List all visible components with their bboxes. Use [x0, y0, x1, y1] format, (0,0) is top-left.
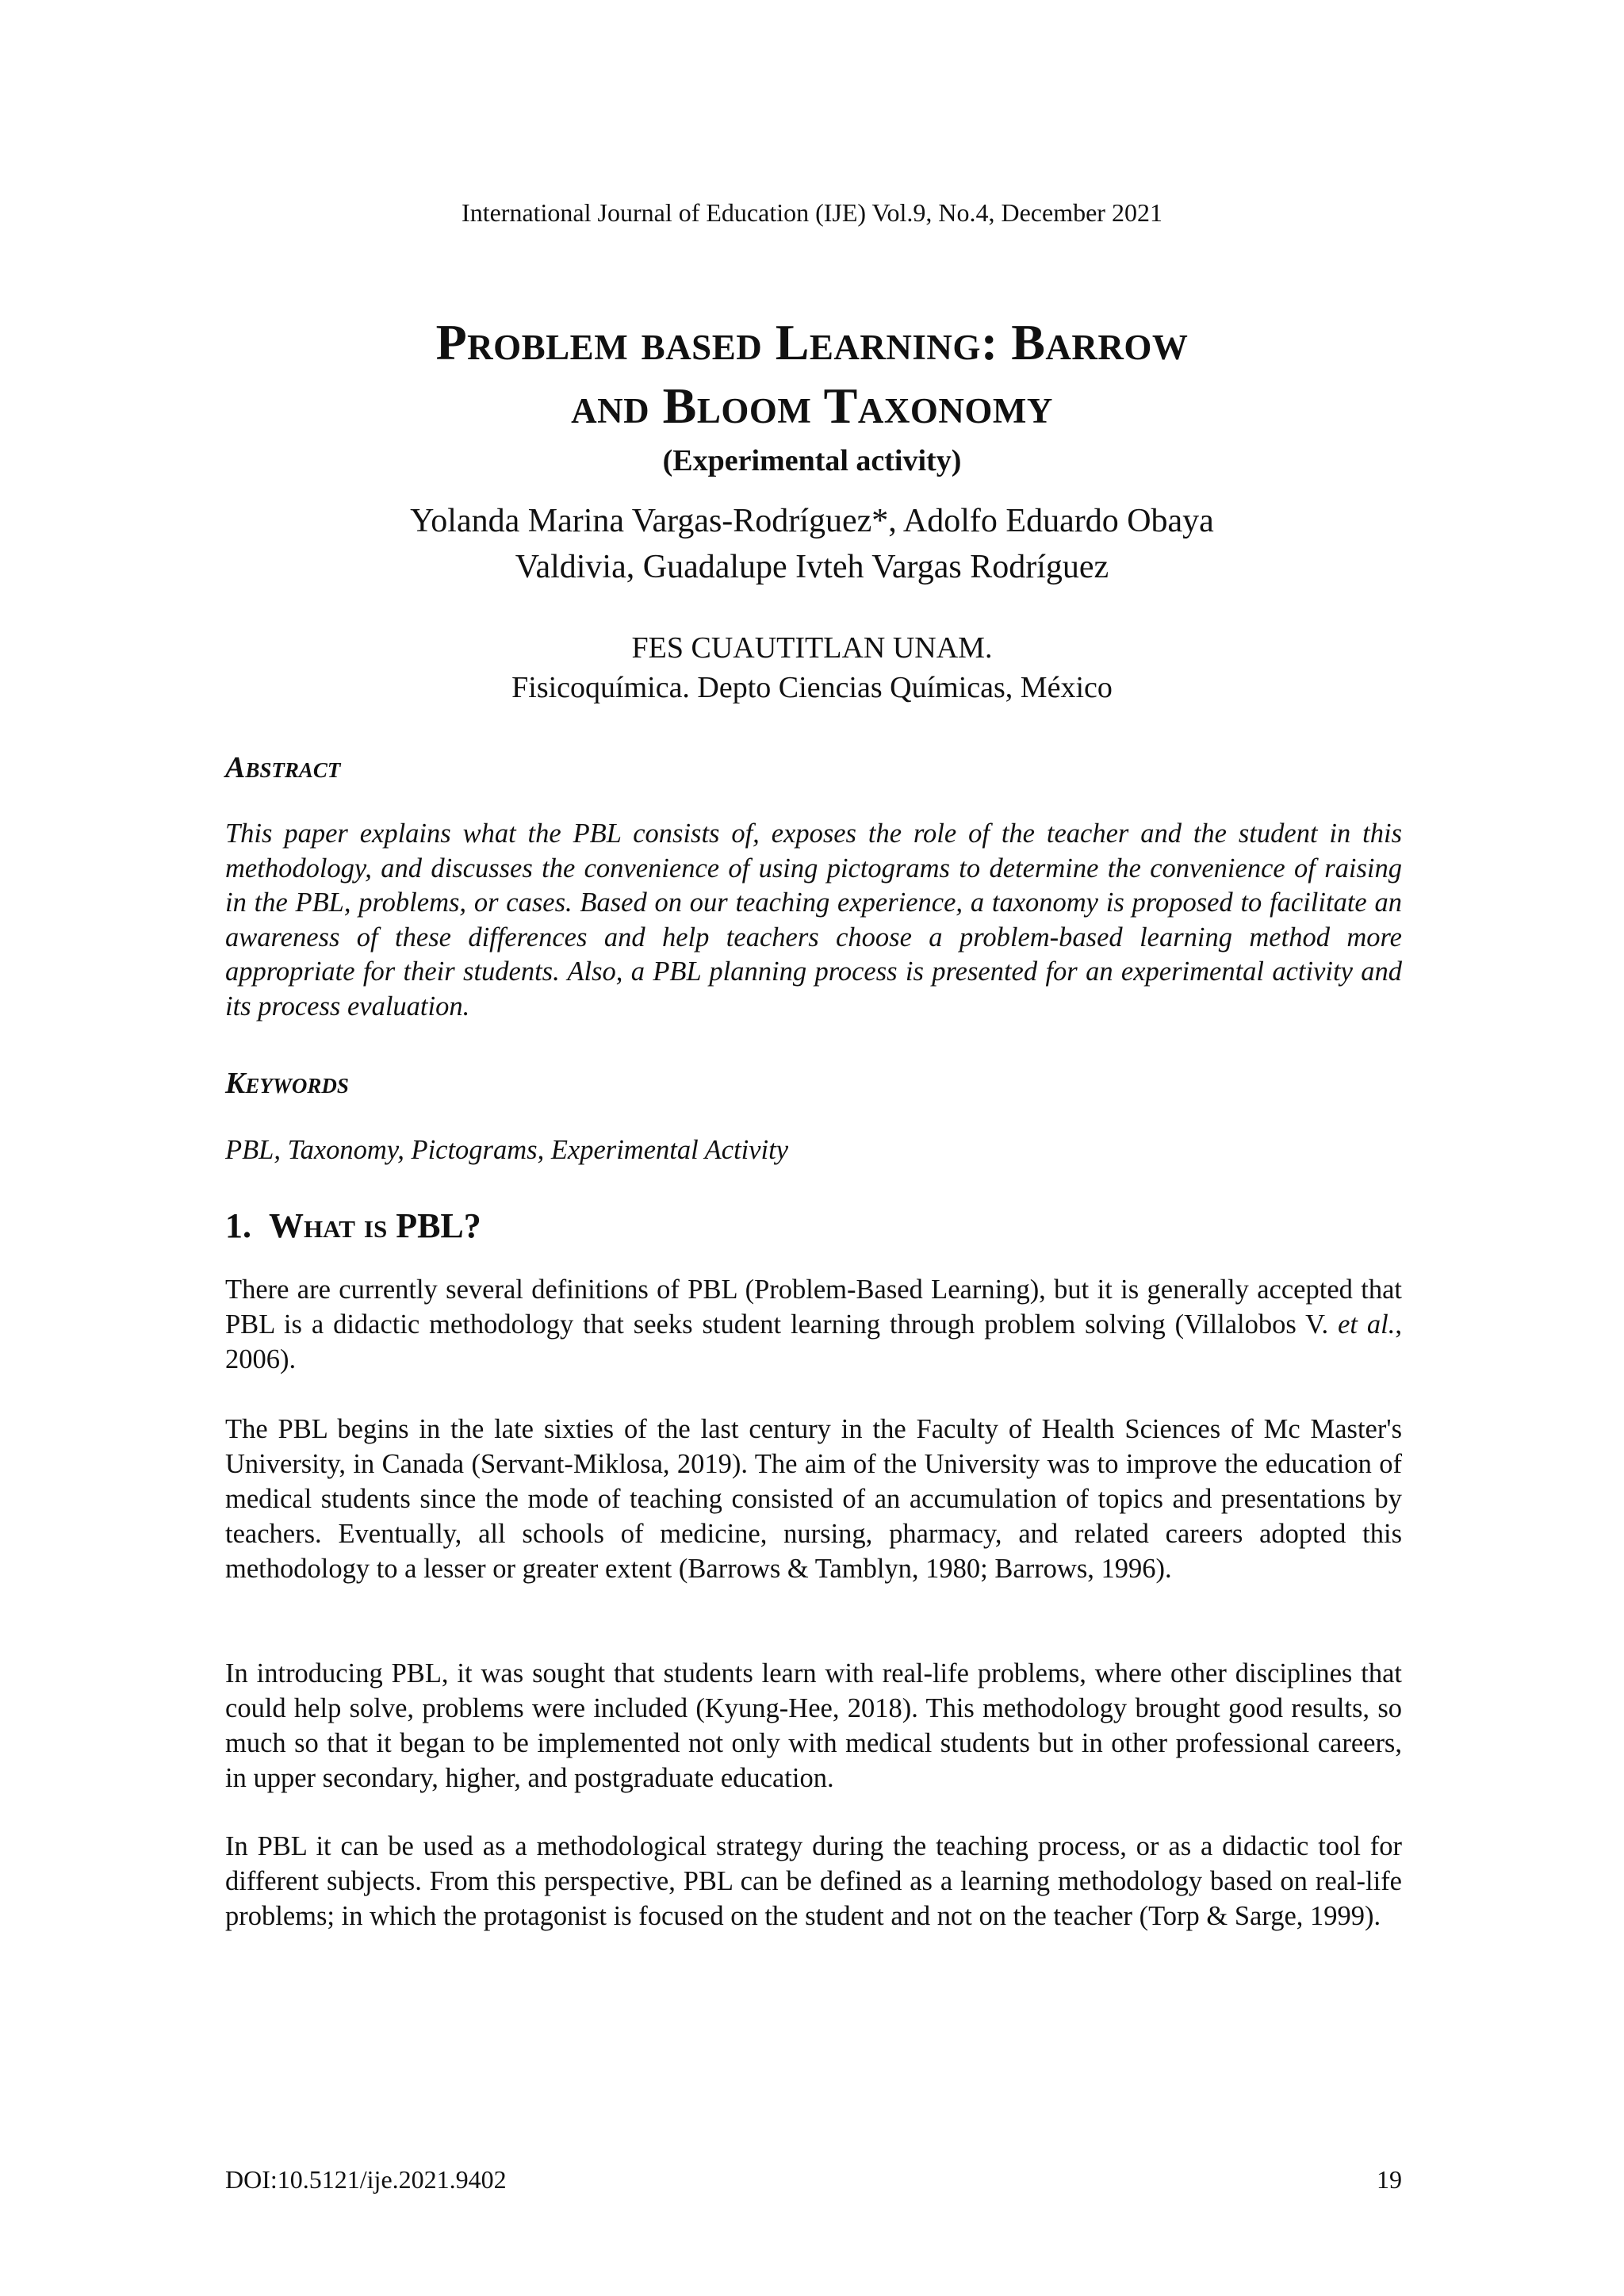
- section-1-paragraph-1-wrap: [225, 1272, 1402, 1377]
- section-1-number: 1.: [225, 1206, 251, 1245]
- section-1-title-smallcaps: What is: [269, 1206, 388, 1245]
- paragraph-1-citation-italic: et al.: [1338, 1309, 1396, 1340]
- title-block: [0, 311, 1624, 482]
- section-1-paragraph-4-wrap: [225, 1829, 1402, 1934]
- paper-title-line-1: Problem based Learning: Barrow: [435, 314, 1189, 370]
- paragraph-1-text-b: , 2006).: [225, 1309, 1402, 1374]
- paragraph-1-text-a: There are currently several definitions of PBL (Problem-Based Learning), but it is generally accepted that PBL is a didactic methodology that seeks student learning through problem solving (Villalobos V.: [225, 1274, 1402, 1340]
- section-1-paragraph-1: [225, 1272, 1402, 1377]
- author-line-1: Yolanda Marina Vargas-Rodríguez*, Adolfo Eduardo Obaya: [410, 503, 1214, 539]
- affiliation: [0, 628, 1624, 707]
- section-1-paragraph-3: In introducing PBL, it was sought that students learn with real-life problems, where other disciplines that could help solve, problems were included (Kyung-Hee, 2018). This methodology brought good results, so much so that it began to be implemented not only with medical students but in other professional careers, in upper secondary, higher, and postgraduate education.: [225, 1658, 1402, 1793]
- author-list: [0, 498, 1624, 590]
- section-1-heading: [225, 1204, 1402, 1248]
- abstract-heading-wrap: [225, 749, 1402, 787]
- abstract-heading: Abstract: [225, 751, 341, 784]
- section-1-paragraph-4: In PBL it can be used as a methodological strategy during the teaching process, or as a didactic tool for different subjects. From this perspective, PBL can be defined as a learning methodology based on real-life problems; in which the protagonist is focused on the student and not on the teacher (Torp & Sarge, 1999).: [225, 1831, 1402, 1931]
- section-1-paragraph-2-wrap: [225, 1412, 1402, 1586]
- abstract-text: This paper explains what the PBL consists of, exposes the role of the teacher and the student in this methodology, and discusses the convenience of using pictograms to determine the convenience of raising in the PBL, problems, or cases. Based on our teaching experience, a taxonomy is proposed to facilitate an awareness of these differences and help teachers choose a problem-based learning method more appropriate for their students. Also, a PBL planning process is presented for an experimental activity and its process evaluation.: [225, 818, 1402, 1022]
- section-1-paragraph-3-wrap: [225, 1656, 1402, 1796]
- paper-title-line-2: and Bloom Taxonomy: [571, 378, 1053, 434]
- section-1-heading-wrap: [225, 1204, 1402, 1248]
- keywords-heading: Keywords: [225, 1067, 349, 1100]
- affiliation-line-1: FES CUAUTITLAN UNAM.: [631, 631, 993, 665]
- affiliation-line-2: Fisicoquímica. Depto Ciencias Químicas, México: [511, 671, 1113, 704]
- keywords-heading-wrap: [225, 1064, 1402, 1102]
- section-1-paragraph-2: The PBL begins in the late sixties of the last century in the Faculty of Health Sciences of Mc Master's University, in Canada (Servant-Miklosa, 2019). The aim of the University was to improve the education of medical students since the mode of teaching consisted of an accumulation of topics and presentations by teachers. Eventually, all schools of medicine, nursing, pharmacy, and related careers adopted this methodology to a lesser or greater extent (Barrows & Tamblyn, 1980; Barrows, 1996).: [225, 1414, 1402, 1584]
- paper-subtitle: (Experimental activity): [662, 444, 962, 477]
- doi-footer: DOI:10.5121/ije.2021.9402: [225, 2165, 507, 2194]
- abstract-section: [225, 817, 1402, 1024]
- keywords-text: PBL, Taxonomy, Pictograms, Experimental Activity: [225, 1135, 789, 1165]
- keywords-section: [225, 1133, 1402, 1167]
- running-head: International Journal of Education (IJE) Vol.9, No.4, December 2021: [462, 198, 1162, 227]
- section-1-title-rest: PBL?: [396, 1206, 481, 1245]
- page-number: 19: [1377, 2165, 1402, 2194]
- author-line-2: Valdivia, Guadalupe Ivteh Vargas Rodríguez: [515, 549, 1109, 585]
